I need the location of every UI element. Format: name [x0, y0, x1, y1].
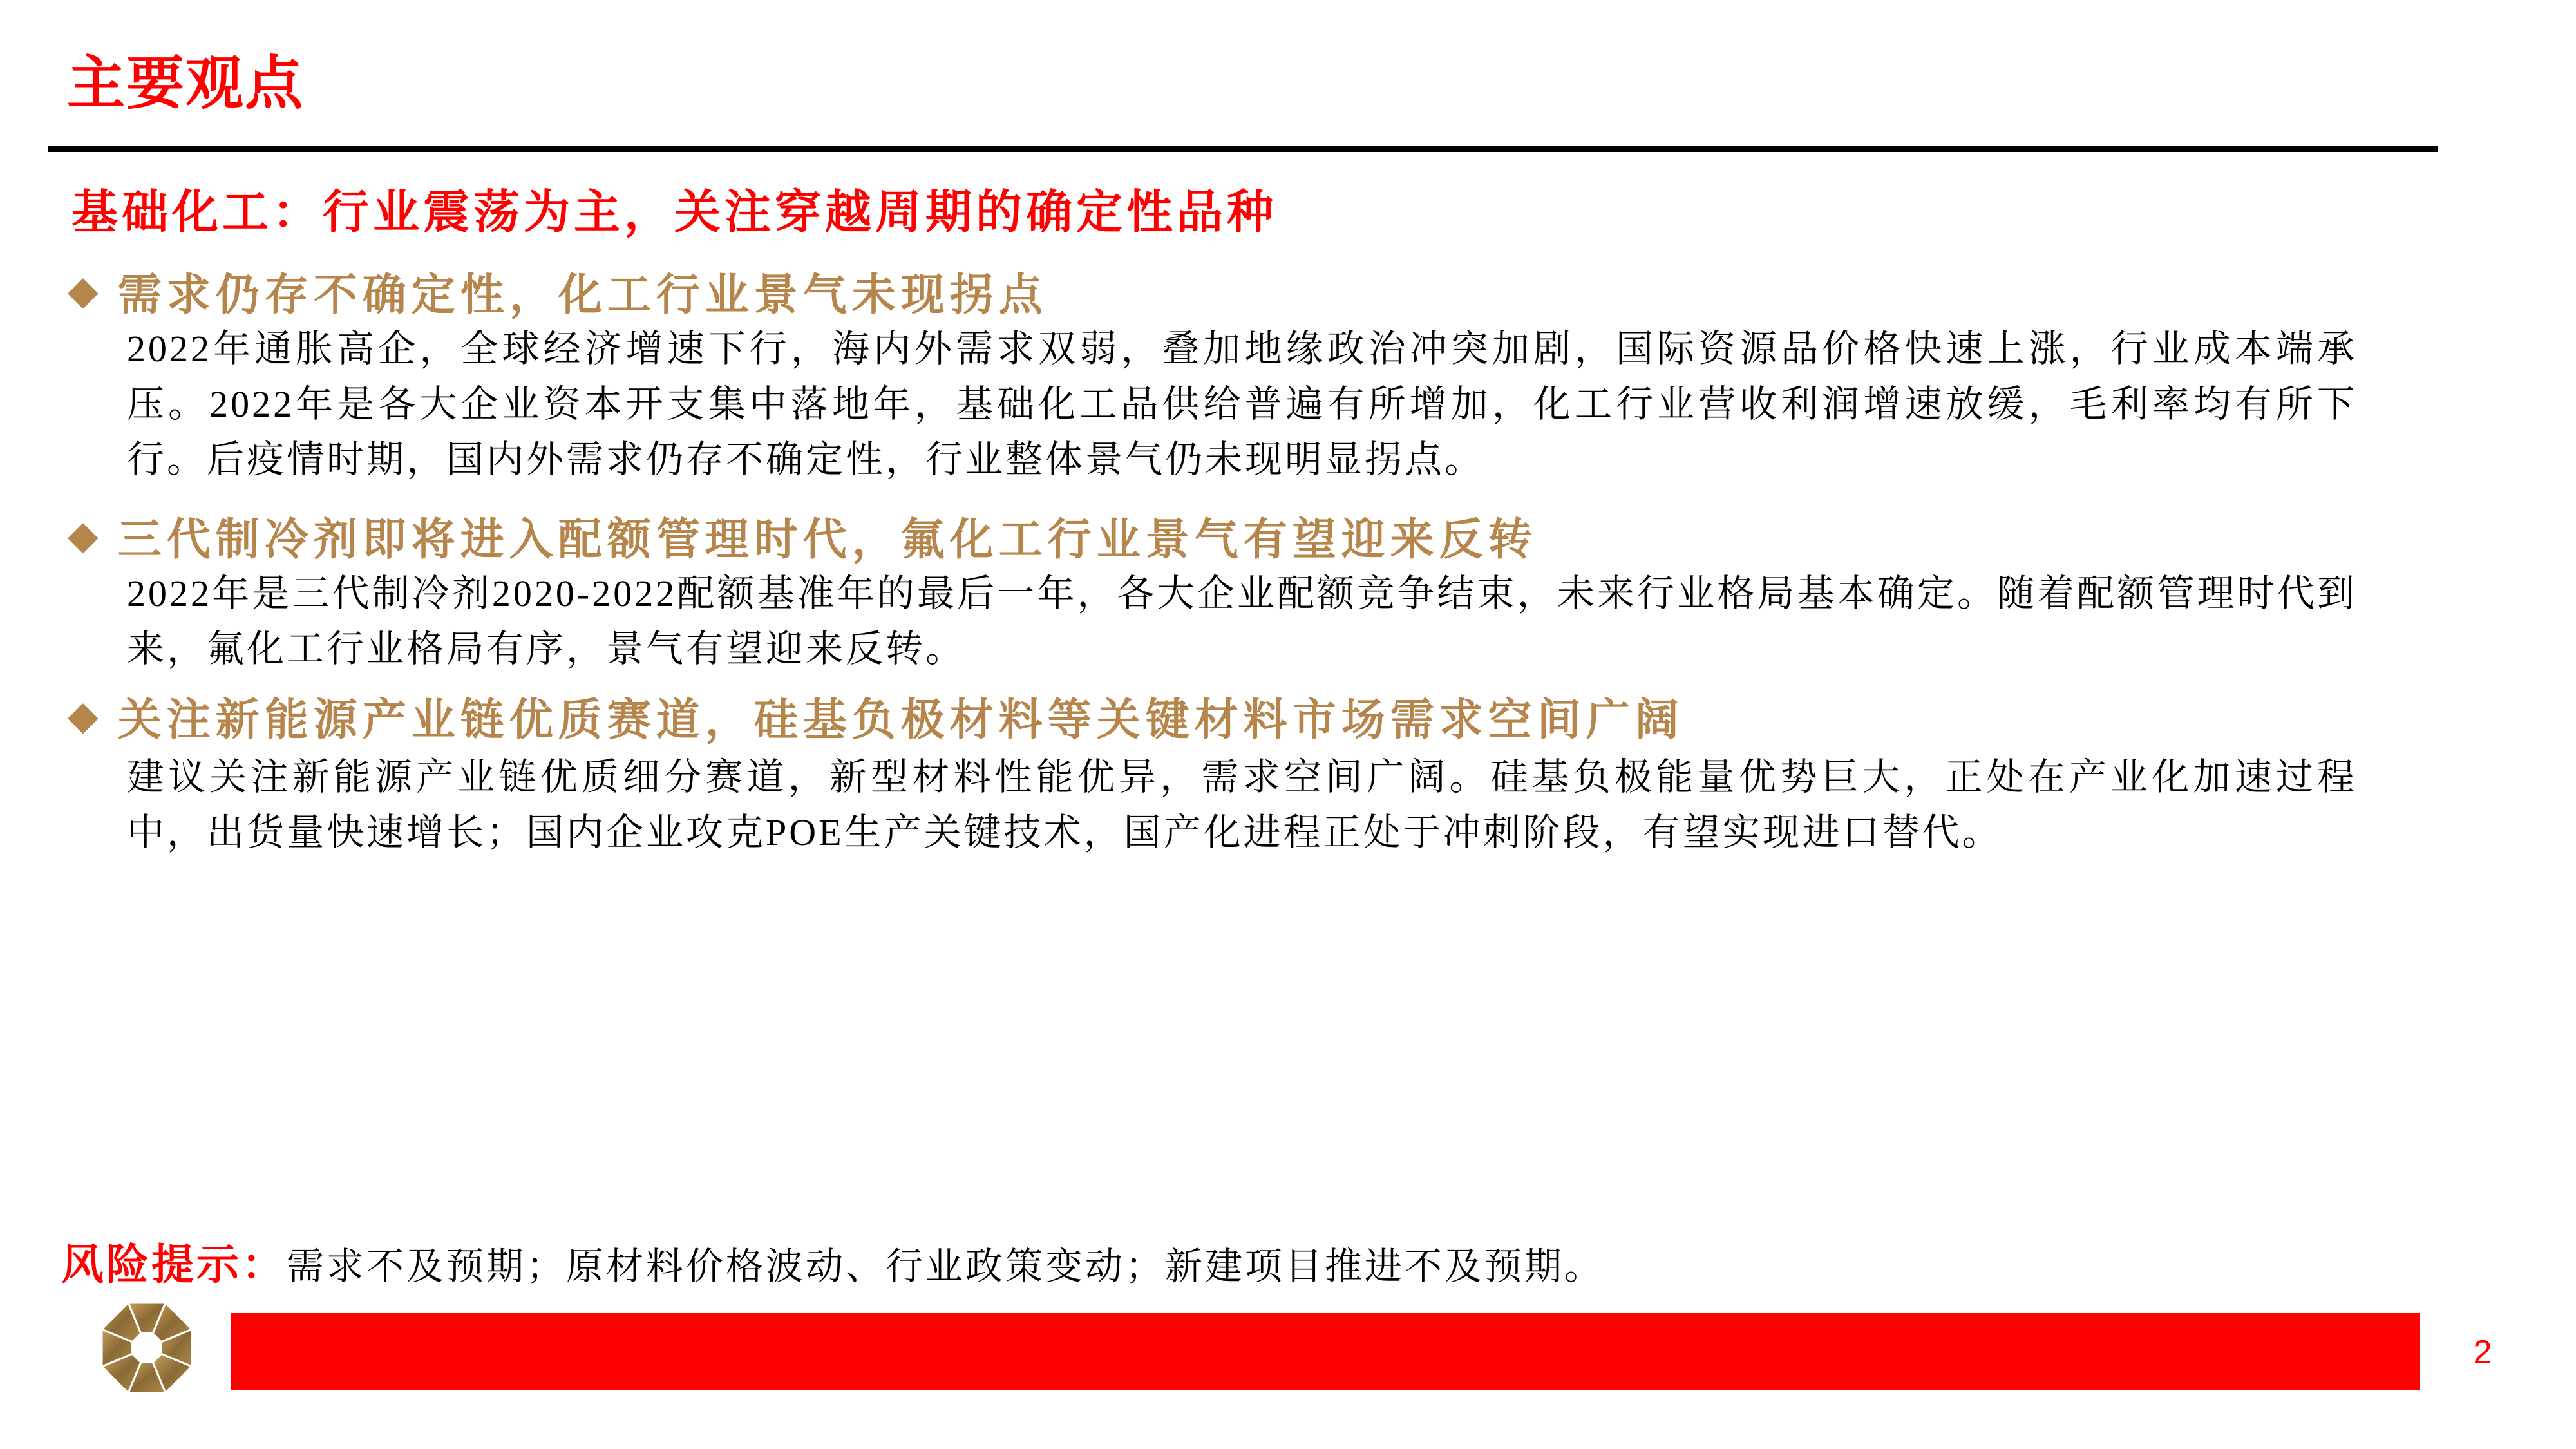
bullet-heading: 需求仍存不确定性，化工行业景气未现拐点 — [117, 270, 1048, 319]
bullet-heading: 三代制冷剂即将进入配额管理时代，氟化工行业景气有望迎来反转 — [117, 515, 1537, 564]
company-logo — [102, 1303, 192, 1393]
page-title: 主要观点 — [67, 52, 304, 116]
risk-line — [61, 1240, 1604, 1302]
page-number: 2 — [2473, 1334, 2492, 1371]
risk-label: 风险提示： — [61, 1242, 287, 1289]
title-divider — [48, 146, 2438, 152]
bullet-item — [68, 259, 1048, 323]
bullet-body-text: 2022年是三代制冷剂2020-2022配额基准年的最后一年，各大企业配额竞争结束，未来行业格局基本确定。随着配额管理时代到来，氟化工行业格局有序，景气有望迎来反转。 — [127, 573, 2357, 670]
diamond-icon: ◆ — [68, 694, 99, 738]
bullet-body-text: 建议关注新能源产业链优质细分赛道，新型材料性能优异，需求空间广阔。硅基负极能量优势巨大，正处在产业化加速过程中，出货量快速增长；国内企业攻克POE生产关键技术，国产化进程正处于冲刺阶段，有望实现进口替代。 — [127, 756, 2357, 853]
bullet-body-text: 2022年通胀高企，全球经济增速下行，海内外需求双弱，叠加地缘政治冲突加剧，国际资源品价格快速上涨，行业成本端承压。2022年是各大企业资本开支集中落地年，基础化工品供给普遍有所增加，化工行业营收利润增速放缓，毛利率均有所下行。后疫情时期，国内外需求仍存不确定性，行业整体景气仍未现明显拐点。 — [127, 328, 2357, 480]
bullet-item — [68, 684, 1684, 748]
bullet-item — [68, 504, 1537, 568]
diamond-icon: ◆ — [68, 514, 99, 558]
bullet-heading: 关注新能源产业链优质赛道，硅基负极材料等关键材料市场需求空间广阔 — [117, 695, 1684, 744]
gold-octagon-aperture-icon — [102, 1303, 192, 1393]
risk-text: 需求不及预期；原材料价格波动、行业政策变动；新建项目推进不及预期。 — [287, 1245, 1605, 1287]
section-heading: 基础化工：行业震荡为主，关注穿越周期的确定性品种 — [71, 187, 1278, 238]
footer-bar — [231, 1313, 2420, 1390]
diamond-icon: ◆ — [68, 269, 99, 313]
